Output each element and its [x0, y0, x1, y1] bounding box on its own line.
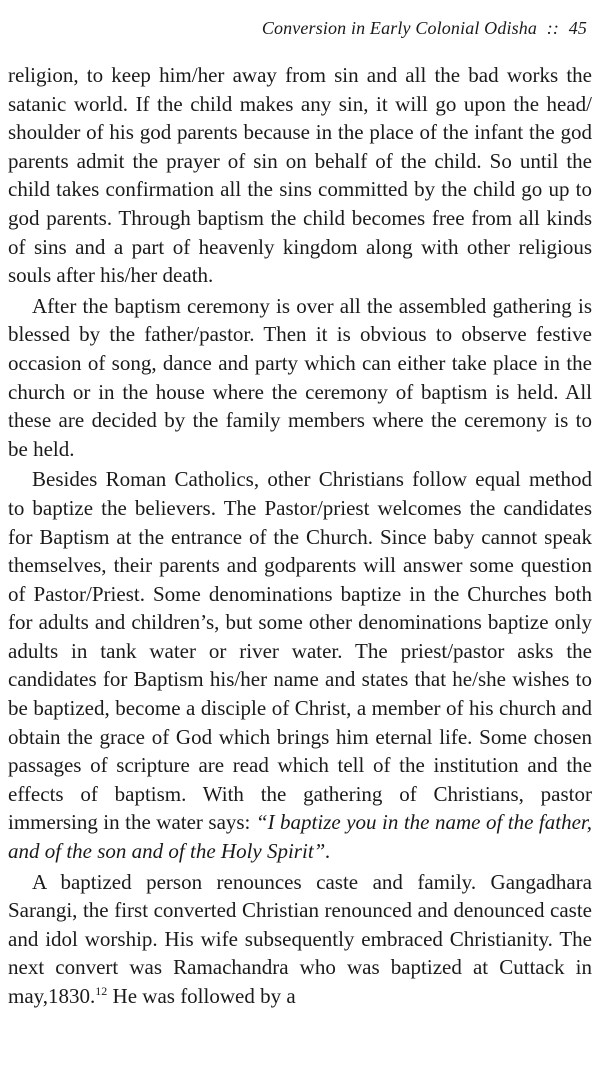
- paragraph-1: religion, to keep him/her away from sin and all the bad works the satanic world. If the child makes any sin, it will go upon the head/ shoulder of his god parents because in the place of the infant the god parents admit the prayer of sin on behalf of the child. So until the child takes confirmation all the sins committed by the child go up to god parents. Through baptism the child becomes free from all kinds of sins and a part of heavenly kingdom along with other religious souls after his/her death.: [8, 63, 592, 288]
- paragraph-3-text: Besides Roman Catholics, other Christians follow equal method to baptize the believers. The Pastor/priest welcomes the candidates for Baptism at the entrance of the Church. Since baby cannot speak themselves, their parents and godparents will answer some question of Pastor/Priest. Some denominations baptize in the Churches both for adults and children’s, but some other denominations baptize only adults in tank water or river water. The priest/pastor asks the candidates for Baptism his/her name and states that he/she wishes to be baptized, become a disciple of Christ, a member of his church and obtain the grace of God which brings him eternal life. Some chosen passages of scripture are read which tell of the institution and the effects of baptism. With the gathering of Christians, pastor immersing in the water says:: [8, 467, 592, 835]
- paragraph-3: [8, 465, 592, 865]
- paragraph-4: [8, 868, 592, 1011]
- baptism-formula-quote: “I baptize you in the name of the father, and of the son and of the Holy Spirit”.: [8, 810, 592, 864]
- running-header: [262, 16, 587, 40]
- paragraph-2: After the baptism ceremony is over all the assembled gathering is blessed by the father/pastor. Then it is obvious to observe festive occasion of song, dance and party which can either take place in the church or in the house where the ceremony of baptism is held. All these are decided by the family members where the ceremony is to be held.: [8, 293, 592, 461]
- paragraph-4-continuation: He was followed by a: [107, 984, 296, 1008]
- page-number: 45: [568, 18, 587, 38]
- footnote-reference[interactable]: 12: [95, 984, 108, 998]
- paragraph-4-text: A baptized person renounces caste and family. Gangadhara Sarangi, the first converted Christian renounced and denounced caste and idol worship. His wife subsequently embraced Christianity. The next convert was Ramachandra who was baptized at Cuttack in may,1830.: [8, 869, 592, 1008]
- header-separator: ::: [546, 18, 560, 38]
- running-title: Conversion in Early Colonial Odisha: [261, 18, 538, 38]
- body-text: [8, 61, 592, 1011]
